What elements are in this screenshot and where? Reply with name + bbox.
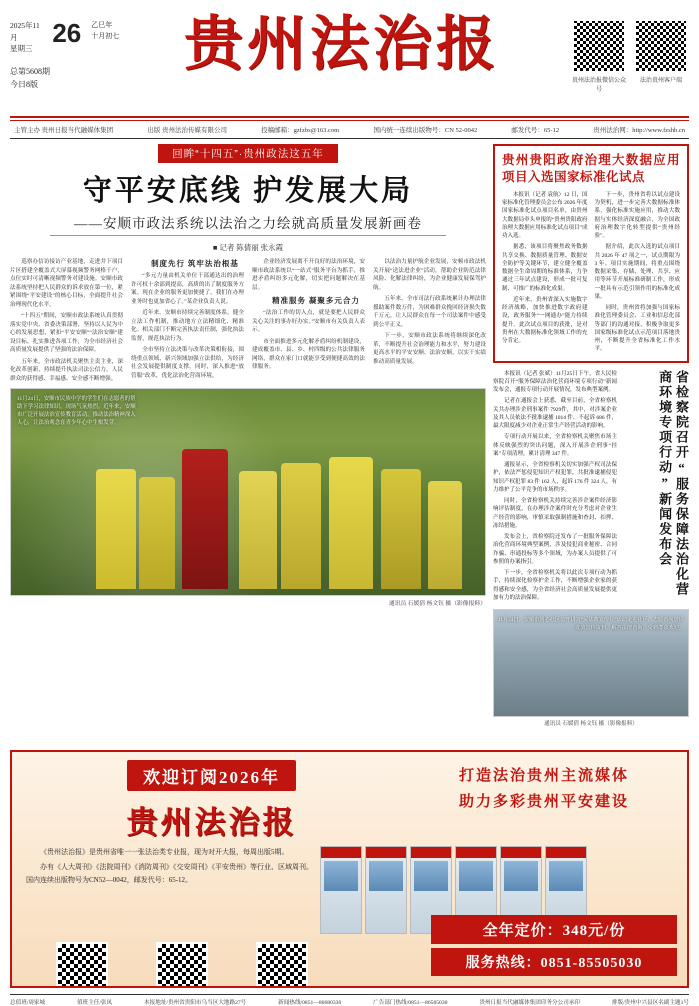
divider-red (10, 116, 689, 118)
paragraph: 本报讯（记者 袁航）12 日，国家标准化管理委员会公布 2026 年度国家标准化试点项目名单，由贵州大数据局牵头申报的“贵州贵阳政府治理大数据应用标准化试点项目”成功入选。 (502, 191, 588, 239)
paragraph: 五年来，全市政法机关聚焦主责主业，深化改革创新，持续提升执法司法公信力，人民群众的获得感、幸福感、安全感不断增强。 (10, 358, 123, 382)
paragraph: 下一步，贵州省将以试点建设为契机，进一步完善大数据标准体系，强化标准实施应用，推动大数据与实体经济深度融合，为全国政府治理数字化转型提供“贵州经验”。 (594, 191, 680, 239)
qr-code-wechat[interactable] (571, 20, 627, 93)
lunar-day: 十月初七 (91, 31, 120, 40)
paragraph: 通报显示，全省检察机关切实加强产权司法保护，依法严惩侵犯知识产权犯罪，共批准逮捕侵犯知识产权犯罪 83 件 162 人，起诉 176 件 324 人，有力维护了公平竞争的市场秩序。 (493, 462, 617, 493)
secondary-article-title: 省检察院召开“服务保障法治化营商环境专项行动”新闻发布会 (657, 369, 689, 597)
page-count: 今日8版 (10, 80, 38, 90)
paragraph: 办有《人大周刊》《法院周刊》《消防周刊》《交安周刊》《平安贵州》等行业、区域周刊。国内连续出版物号为CN52—0042，邮发代号：65-12。 (26, 862, 313, 884)
section-heading: 精准服务 凝聚多元合力 (272, 296, 360, 305)
info-publisher: 出版 贵州法治传媒有限公司 (147, 127, 227, 134)
lunar-year: 乙巳年 (91, 21, 113, 29)
secondary-article-body (493, 370, 617, 606)
boxed-article-body (502, 191, 680, 354)
paragraph: 据悉，该项目将聚焦政务数据共享交换、数据质量管理、数据安全防护等关键环节，建立健全覆盖数据全生命周期的标准体系，力争通过三年试点建设，形成一批可复制、可推广的标准化成果。 (502, 244, 588, 292)
info-supervisor: 主管主办 贵州日报当代融媒体集团 (14, 127, 114, 134)
content-grid (10, 144, 689, 744)
paragraph: 同时，全省检察机关持续完善涉企案件经济影响评估制度，在办理涉企案件时充分考虑对企业生产经营的影响，审慎采取强制措施和查封、扣押、冻结措施。 (493, 498, 617, 529)
paragraph: 市全面推进多元化解矛盾纠纷机制建设，建成覆盖市、县、乡、村四级的公共法律服务网络，群众在家门口就能享受到便捷高效的法律服务。 (252, 338, 365, 371)
qr-caption: 法治贵州客户端 (639, 78, 682, 84)
paragraph: 以法治力量护航企业发展，安顿市政法机关开展“送法进企业”活动，帮助企业防范法律风险、化解法律纠纷，为企业健康发展保驾护航。 (373, 259, 486, 291)
lead-kicker (10, 144, 486, 163)
lead-byline: ■ 记者 陈倩丽 张永霞 (212, 243, 284, 252)
lead-headline: 守平安底线 护发展大局 (82, 175, 414, 207)
footer-layout: 排版/贵州中兴县区名副主题1号 (611, 1000, 689, 1006)
qr-code-image (56, 942, 108, 988)
publication-info-bar (10, 123, 689, 136)
footer-ad-hotline: 广告部门热线/0851—86505030 (373, 1000, 448, 1006)
paragraph: “法治工作的切入点，就是要把人民群众关心关注的事办好办实。”安顺市有关负责人表示。 (252, 310, 365, 334)
headline-divider (50, 235, 446, 236)
paper-thumbnail (365, 846, 407, 934)
ad-slogan-2: 助力多彩贵州平安建设 (458, 793, 629, 810)
ad-slogans (407, 752, 687, 844)
divider-red-thin (10, 120, 689, 121)
ad-price-block (431, 915, 677, 976)
ad-header (12, 752, 687, 844)
boxed-article-title: 贵州贵阳政府治理大数据应用项目入选国家标准化试点 (502, 153, 680, 184)
masthead-dateblock (10, 12, 122, 92)
paragraph: 巡察办信访接访产业基地，走进井下项目片区搭建全覆盖式大屏幕视频警务网格千户，点位实时可清晰视频警务对建设施。安顺市政法系统坚持把人民群众的诉求放在第一位，紧紧围绕“平安建设”的核心目标，全面提升社会治理现代化水平。 (10, 259, 123, 308)
paragraph: 《贵州法治报》是贵州省唯一一张法治类专业报，现为对开大报，每周出版5期。 (40, 848, 289, 856)
qr-code-app[interactable] (633, 20, 689, 93)
masthead-qr-group (561, 12, 689, 93)
footer-news-hotline: 新闻热线/0851—86680330 (278, 1000, 342, 1006)
issue-number: 总第5608期 (10, 66, 50, 76)
paragraph: 本报讯（记者 张斌）11月25日下午，省人民检察院召开“服务保障法治化营商环境专项行动”新闻发布会，通报专项行动开展情况，发布典型案例。 (493, 370, 617, 393)
footer-address: 本报地址/贵州省贵阳市乌当区大地路27号 (144, 1000, 247, 1006)
ad-paper-logo: 贵州法治报 (126, 805, 297, 840)
qr-code-image (573, 20, 625, 72)
ad-slogan-1: 打造法治贵州主流媒体 (458, 768, 629, 784)
paragraph: 下一步，安顺市政法系统将继续深化改革，不断提升社会治理能力和水平，努力建设更高水平的平安安顺、法治安顺，以实干实绩推动高质量发展。 (373, 333, 486, 365)
ad-price-label: 全年定价：348元/份 (431, 915, 677, 944)
lead-kicker-label: 回眸“十四五”·贵州政法这五年 (158, 144, 338, 163)
paragraph: 同时，贵州省将加强与国家标准化管理委员会、工业和信息化部等部门的沟通对接，积极争取更多国家级标准化试点示范项目落地贵州，不断提升全省标准化工作水平。 (594, 305, 680, 353)
paragraph: “十四五”期间，安顺市政法系统认真贯彻落实党中央、省委决策部署，坚持以人民为中心的发展思想，紧扣“平安安顺”“法治安顺”建设目标，扎实推进各项工作，为全市经济社会高质量发展提供了坚强的法治保障。 (10, 313, 123, 353)
ad-copy (26, 846, 314, 934)
subscription-ad[interactable] (10, 750, 689, 988)
lead-body-text (10, 258, 486, 383)
ad-hotline-label[interactable]: 服务热线：0851-85505030 (431, 948, 677, 976)
paper-thumbnail (320, 846, 362, 934)
paragraph: 近年来，安顺市持续完善制度体系，健全立法工作机制，推动地方立法精细化、精准化。相关部门不断完善执法责任制，强化执法监督，规范执法行为。 (131, 310, 244, 342)
side-photo-credit: 通讯员 石媛倩 杨文钰 摄（影像报料） (544, 721, 638, 727)
ad-qr-app[interactable] (46, 942, 118, 988)
page-footer (10, 994, 689, 1006)
paper-title-block (122, 12, 561, 76)
masthead (10, 6, 689, 114)
info-email: 投稿邮箱：gzfzbs@163.com (261, 127, 340, 134)
info-cn-number: 国内统一连续出版物号：CN 52-0042 (373, 127, 478, 134)
secondary-article (493, 370, 689, 606)
footer-duty-editor: 总值班/周家城 (10, 1000, 46, 1006)
paragraph: 发布会上，省检察院还发布了一批服务保障法治化营商环境典型案例，涉及侵犯商业秘密、合同诈骗、串通投标等多个领域，为办案人员提供了可参照的办案指引。 (493, 534, 617, 565)
qr-caption: 贵州法治报微信公众号 (571, 78, 626, 93)
paragraph: 下一步，全省检察机关将以此次专项行动为抓手，持续深化检察护企工作，不断增强企业家的获得感和安全感，为全省经济社会高质量发展提供更加有力的法治保障。 (493, 570, 617, 601)
lead-photo-credit: 通讯员 石媛倩 杨文钰 摄（影像报料） (388, 601, 486, 607)
qr-code-image (256, 942, 308, 988)
side-photo (493, 609, 689, 717)
right-column (493, 144, 689, 744)
qr-code-image (156, 942, 208, 988)
paragraph: 专项行动开展以来，全省检察机关聚焦市场主体反映强烈的突出问题，深入开展涉企刑事“挂案”专项清理，累计清理 347 件。 (493, 434, 617, 457)
side-photo-overlay: 11月24日，安顺市同心社区公开讲习“民法典宣传月”活动走进社区，志愿者向居民发放宣传资料，解答法律咨询，受到群众欢迎。 (498, 617, 684, 632)
day-number: 26 (52, 18, 82, 48)
lead-photo (10, 388, 486, 596)
weekday-text: 星期三 (10, 44, 33, 54)
paragraph: 近年来，贵州省深入实施数字经济战略，加快推进数字政府建设，政务服务“一网通办”能力持续提升。此次试点项目的获批，是对贵州在大数据标准化领域工作的充分肯定。 (502, 296, 588, 344)
paragraph: 全市坚持立法决策与改革决策相衔接，围绕重点领域、新兴领域加强立法供给，为经济社会发展提供制度支撑。同时，深入推进“放管服”改革，优化法治化营商环境。 (131, 347, 244, 379)
paragraph: 据介绍，此次入选的试点项目共 2026 年 47 项之一，试点期限为 3 年。项目实施期间，将重点围绕数据采集、存储、处理、共享、应用等环节开展标准研制工作，形成一批具有示范引领作用的标准化成果。 (594, 244, 680, 300)
divider-black (10, 138, 689, 139)
ad-qr-miniprogram[interactable] (146, 942, 218, 988)
info-website: 贵州法治网：http://www.fzshb.cn (593, 127, 685, 134)
paragraph: “多元力量由机关单位干部通达出的治理许可权十余部到提高，高质的出了制度服务方案。现在企业的服务更加便捷了，我们在办理业务时也更加省心了。”某企业负责人说。 (131, 273, 244, 305)
boxed-article (493, 144, 689, 363)
footer-duty-director: 值班主任/张凤 (77, 1000, 113, 1006)
photo-overlay-text: 11月24日，安顺市民族中学的学生们在志愿者的帮助下学习法律知识，现场气氛热烈。近年来，安顺市广泛开展法治宣传教育活动，推动法治精神深入人心，让法治观念在青少年心中生根发芽。 (17, 396, 136, 427)
paper-title: 贵州法治报 (183, 11, 499, 77)
paragraph: 企业经济发展离不开良好的法治环境，安顺市政法系统以“一站式”服务平台为抓手，推进矛盾纠纷多元化解，切实把问题解决在基层。 (252, 259, 365, 291)
ad-welcome-label: 欢迎订阅2026年 (127, 760, 296, 791)
section-heading: 制度先行 筑牢法治根基 (151, 259, 239, 268)
ad-left (12, 752, 407, 844)
footer-printer: 贵州日报当代融媒体集团印务分公司承印 (479, 1000, 581, 1006)
paragraph: 五年来，全市司法行政系统累计办理法律援助案件数万件，为困难群众挽回经济损失数千万元，让人民群众在每一个司法案件中感受到公平正义。 (373, 296, 486, 328)
qr-code-image (635, 20, 687, 72)
date-text: 2025年11月 (10, 21, 40, 42)
lead-subheadline: ——安顺市政法系统以法治之力绘就高质量发展新画卷 (74, 216, 422, 231)
lead-photo-block (10, 388, 486, 607)
main-column (10, 144, 486, 744)
ad-qr-wechat[interactable] (246, 942, 318, 988)
paragraph: 记者在通报会上获悉，截至目前，全省检察机关共办理涉企刑事案件 7929件，其中，对涉案企业及其人员依法不批准逮捕 1014 件、不起诉 686 件，最大限度减少对企业正常生产经营活动的影响。 (493, 398, 617, 429)
info-postal-code: 邮发代号：65-12 (511, 127, 560, 134)
